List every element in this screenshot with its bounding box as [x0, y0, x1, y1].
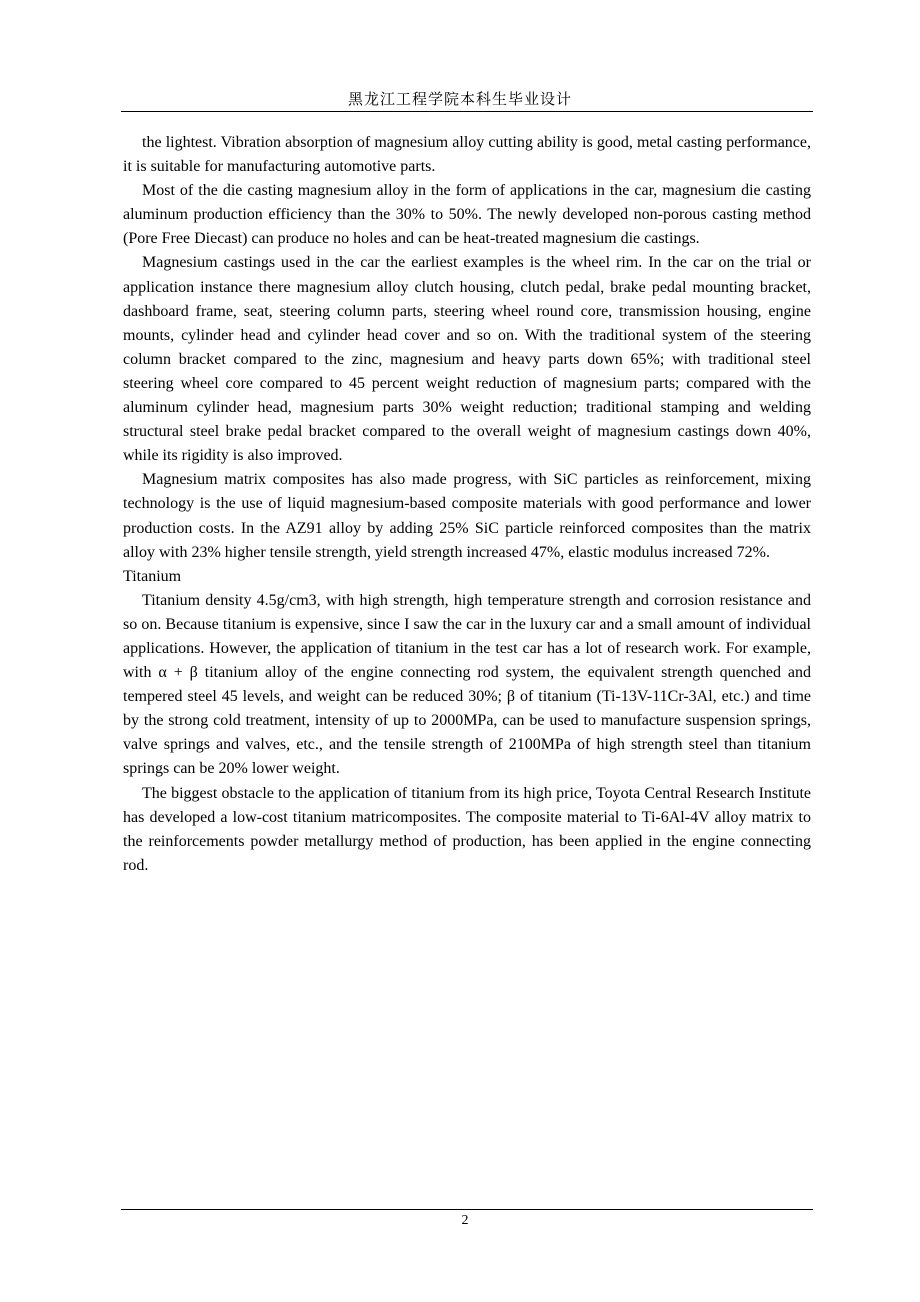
paragraph: Most of the die casting magnesium alloy in the form of applications in the car, magnesium die casting aluminum production efficiency than the 30% to 50%. The newly developed non-porous casting method (Pore Free Diecast) can produce no holes and can be heat-treated magnesium die castings.	[123, 182, 811, 248]
page-number: 2	[461, 1213, 469, 1228]
paragraph: the lightest. Vibration absorption of magnesium alloy cutting ability is good, metal casting performance, it is suitable for manufacturing automotive parts.	[123, 134, 811, 176]
document-body	[123, 131, 811, 878]
paragraph: Titanium density 4.5g/cm3, with high strength, high temperature strength and corrosion resistance and so on. Because titanium is expensive, since I saw the car in the luxury car and a small amount of individual applications. However, the application of titanium in the test car has a lot of research work. For example, with α + β titanium alloy of the engine connecting rod system, the equivalent strength quenched and tempered steel 45 levels, and weight can be reduced 30%; β of titanium (Ti-13V-11Cr-3Al, etc.) and time by the strong cold treatment, intensity of up to 2000MPa, can be used to manufacture suspension springs, valve springs and valves, etc., and the tensile strength of 2100MPa of high strength steel than titanium springs can be 20% lower weight.	[123, 591, 811, 778]
footer-divider	[121, 1209, 813, 1210]
paragraph: Magnesium matrix composites has also made progress, with SiC particles as reinforcement, mixing technology is the use of liquid magnesium-based composite materials with good performance and lower production costs. In the AZ91 alloy by adding 25% SiC particle reinforced composites than the matrix alloy with 23% higher tensile strength, yield strength increased 47%, elastic modulus increased 72%.	[123, 471, 811, 561]
header-title: 黑龙江工程学院本科生毕业设计	[347, 90, 572, 108]
header-divider	[121, 111, 813, 112]
paragraph: Magnesium castings used in the car the earliest examples is the wheel rim. In the car on the trial or application instance there magnesium alloy clutch housing, clutch pedal, brake pedal mounting bracket, dashboard frame, seat, steering column parts, steering wheel round core, transmission housing, engine mounts, cylinder head and cylinder head cover and so on. With the traditional system of the steering column bracket compared to the zinc, magnesium and heavy parts down 65%; with traditional steel steering wheel core compared to 45 percent weight reduction of magnesium parts; compared with the aluminum cylinder head, magnesium parts 30% weight reduction; traditional stamping and welding structural steel brake pedal bracket compared to the overall weight of magnesium castings down 40%, while its rigidity is also improved.	[123, 254, 811, 465]
section-heading: Titanium	[123, 567, 182, 585]
paragraph: The biggest obstacle to the application of titanium from its high price, Toyota Central Research Institute has developed a low-cost titanium matricomposites. The composite material to Ti-6Al-4V alloy matrix to the reinforcements powder metallurgy method of production, has been applied in the engine connecting rod.	[123, 784, 811, 874]
